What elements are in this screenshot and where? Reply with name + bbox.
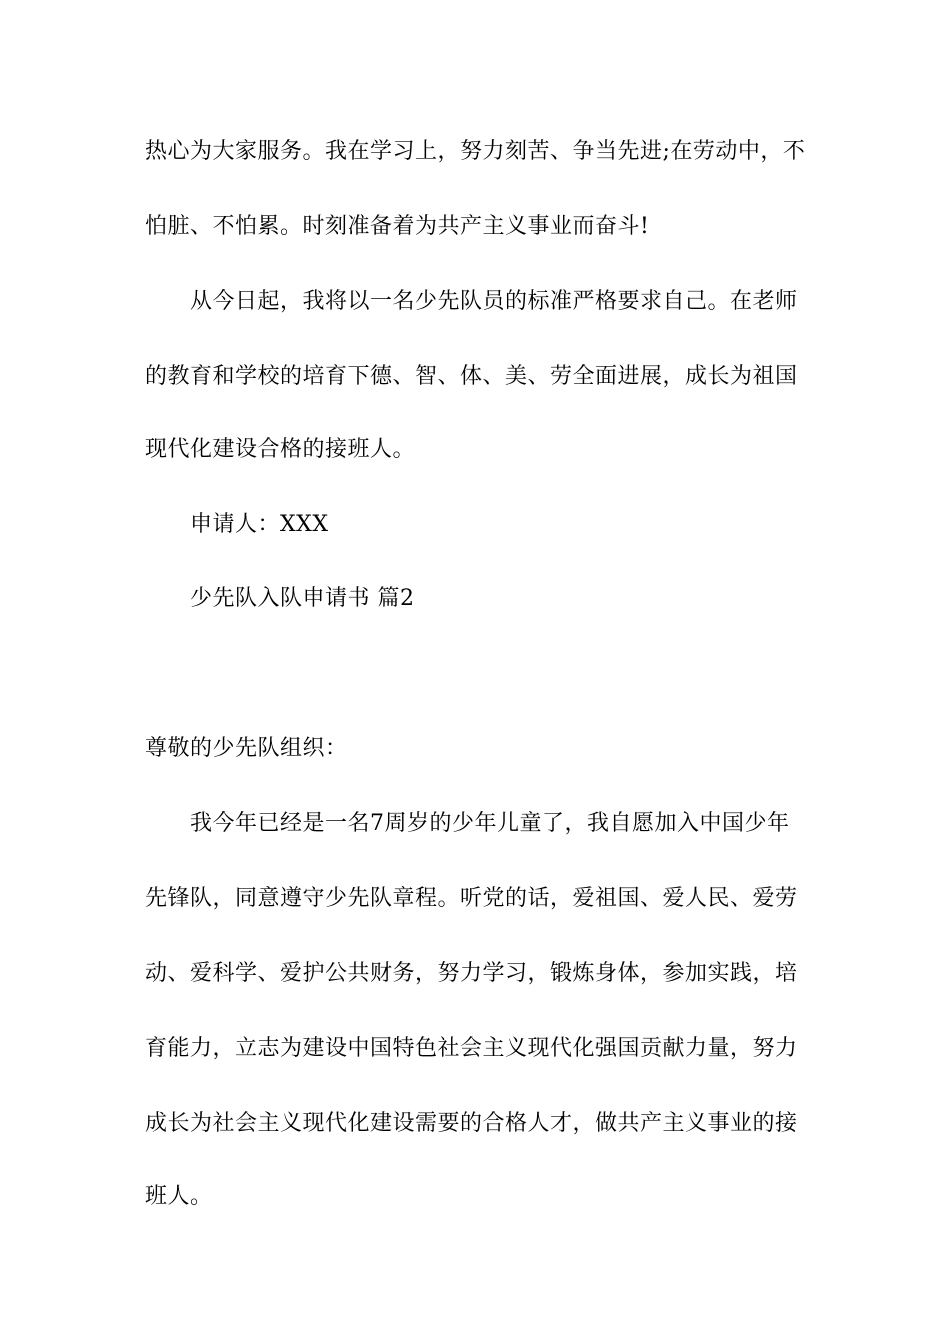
paragraph-line: 我今年已经是一名7周岁的少年儿童了，我自愿加入中国少年 [190,811,790,836]
paragraph-line: 班人。 [145,1184,213,1209]
salutation: 尊敬的少先队组织： [145,736,348,761]
paragraph-line: 热心为大家服务。我在学习上，努力刻苦、争当先进;在劳动中，不 [145,139,806,164]
applicant-signature: 申请人：XXX [190,512,329,537]
paragraph-line: 动、爱科学、爱护公共财务，努力学习，锻炼身体，参加实践，培 [145,961,798,986]
paragraph-line: 育能力，立志为建设中国特色社会主义现代化强国贡献力量，努力 [145,1036,798,1061]
paragraph-line: 的教育和学校的培育下德、智、体、美、劳全面进展，成长为祖国 [145,364,798,389]
paragraph-line: 从今日起，我将以一名少先队员的标准严格要求自己。在老师 [190,289,798,314]
paragraph-line: 成长为社会主义现代化建设需要的合格人才，做共产主义事业的接 [145,1111,798,1136]
paragraph-line: 怕脏、不怕累。时刻准备着为共产主义事业而奋斗! [145,214,650,239]
paragraph-line: 先锋队，同意遵守少先队章程。听党的话，爱祖国、爱人民、爱劳 [145,886,798,911]
paragraph-line: 现代化建设合格的接班人。 [145,437,416,462]
section-heading: 少先队入队申请书 篇2 [190,586,415,611]
